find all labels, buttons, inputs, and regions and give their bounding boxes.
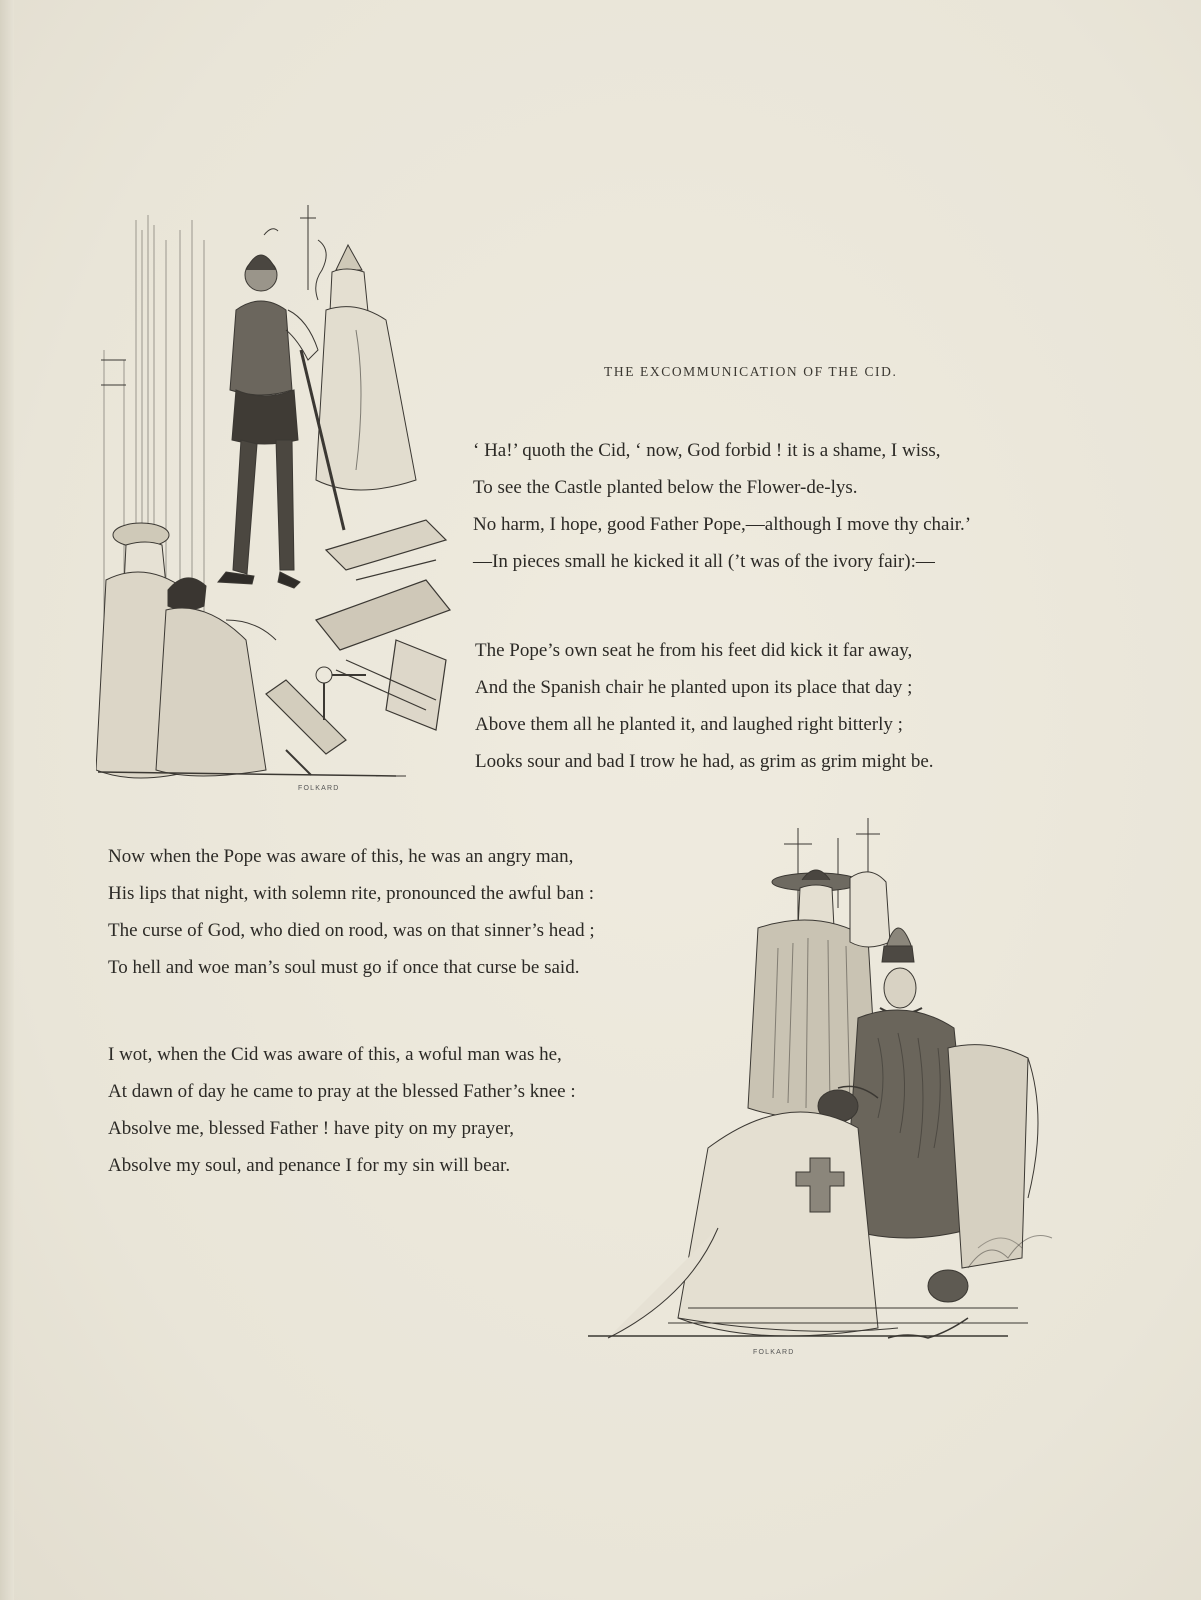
binding-gutter: [0, 0, 14, 1600]
verse-line: —In pieces small he kicked it all (’t was of the ivory fair):—: [473, 551, 935, 572]
verse-line: The Pope’s own seat he from his feet did kick it far away,: [475, 640, 913, 661]
stanza-1: [473, 432, 971, 580]
verse-line: Absolve me, blessed Father ! have pity on my prayer,: [108, 1118, 515, 1139]
verse-line: His lips that night, with solemn rite, pronounced the awful ban :: [108, 883, 595, 904]
verse-line: To see the Castle planted below the Flower-de-lys.: [473, 477, 858, 498]
verse-line: The curse of God, who died on rood, was on that sinner’s head ;: [108, 920, 595, 941]
stanza-4: [108, 1036, 576, 1184]
verse-line: Now when the Pope was aware of this, he was an angry man,: [108, 846, 574, 867]
verse-line: ‘ Ha!’ quoth the Cid, ‘ now, God forbid ! it is a shame, I wiss,: [473, 440, 941, 461]
verse-line: Absolve my soul, and penance I for my sin will bear.: [108, 1155, 511, 1176]
verse-line: No harm, I hope, good Father Pope,—although I move thy chair.’: [473, 514, 972, 535]
page-title: THE EXCOMMUNICATION OF THE CID.: [604, 364, 898, 379]
verse-line: Above them all he planted it, and laughed right bitterly ;: [475, 714, 903, 735]
engraving-cid-before-pope: [588, 818, 1058, 1378]
engraver-signature: FOLKARD: [753, 1349, 795, 1356]
verse-line: I wot, when the Cid was aware of this, a woful man was he,: [108, 1044, 562, 1065]
engraver-signature: FOLKARD: [298, 785, 340, 792]
stanza-2: [475, 632, 934, 780]
verse-line: And the Spanish chair he planted upon its place that day ;: [475, 677, 913, 698]
engraving-knight-kicking-chair: [96, 200, 456, 815]
verse-line: To hell and woe man’s soul must go if once that curse be said.: [108, 957, 580, 978]
verse-line: At dawn of day he came to pray at the blessed Father’s knee :: [108, 1081, 576, 1102]
stanza-3: [108, 838, 595, 986]
verse-line: Looks sour and bad I trow he had, as grim as grim might be.: [475, 751, 934, 772]
